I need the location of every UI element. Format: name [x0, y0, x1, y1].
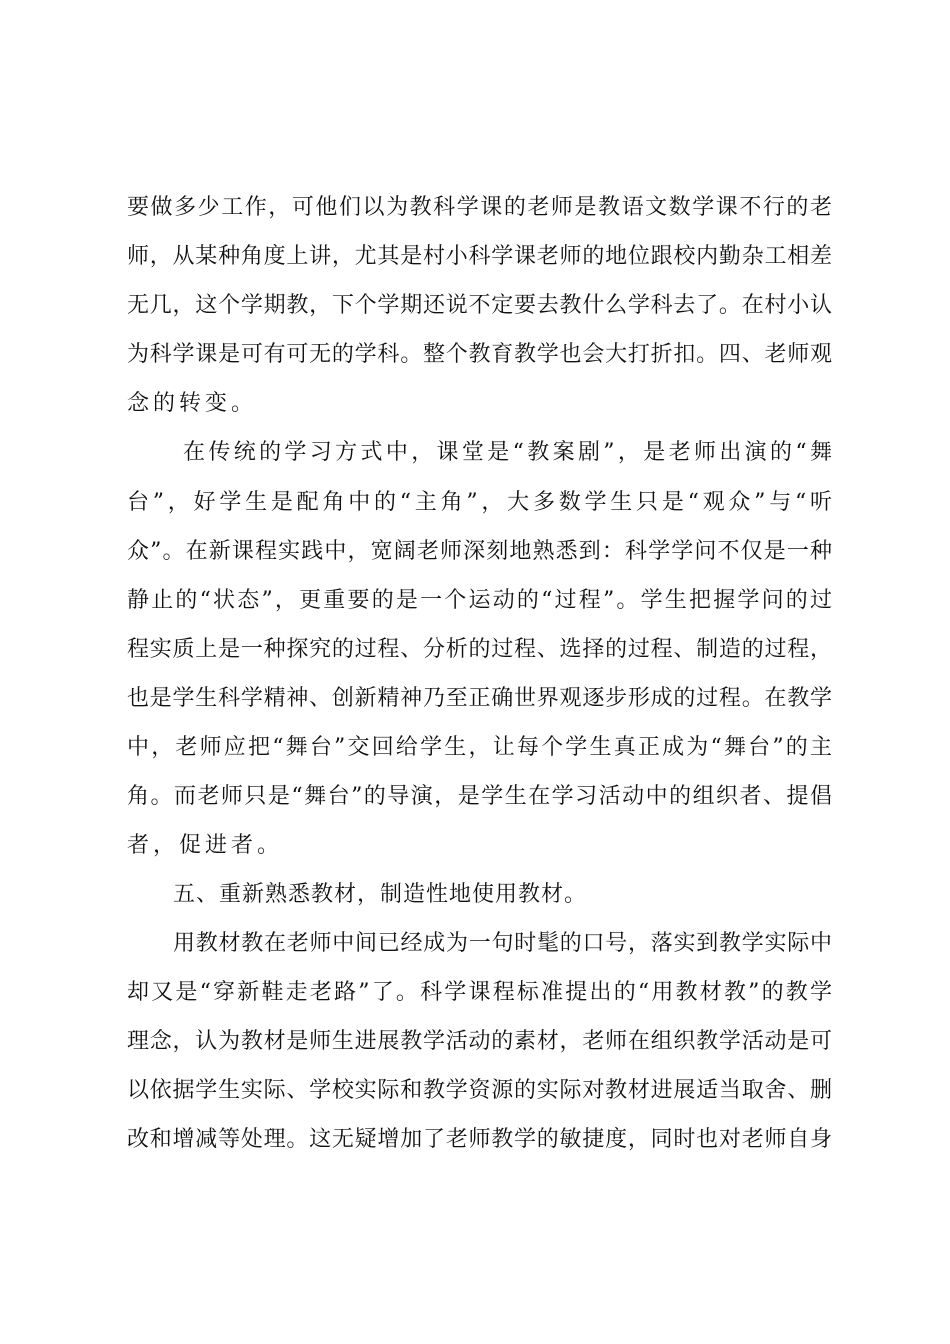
- text-line: 却又是“穿新鞋走老路”了。科学课程标准提出的“用教材教”的教学: [127, 980, 832, 1005]
- text-line: 程实质上是一种探究的过程、分析的过程、选择的过程、制造的过程，: [127, 637, 832, 662]
- text-line: 也是学生科学精神、创新精神乃至正确世界观逐步形成的过程。在教学: [127, 686, 832, 711]
- text-line: 改和增减等处理。这无疑增加了老师教学的敏捷度，同时也对老师自身: [127, 1127, 832, 1152]
- section-heading: 五、重新熟悉教材，制造性地使用教材。: [173, 882, 588, 907]
- text-line: 以依据学生实际、学校实际和教学资源的实际对教材进展适当取舍、删: [127, 1078, 832, 1103]
- text-line: 静止的“状态”，更重要的是一个运动的“过程”。学生把握学问的过: [127, 588, 832, 613]
- text-line: 角。而老师只是“舞台”的导演，是学生在学习活动中的组织者、提倡: [127, 784, 832, 809]
- paragraph-first-line: 在传统的学习方式中，课堂是“教案剧”，是老师出演的“舞: [183, 440, 832, 465]
- text-line: 者，促进者。: [127, 833, 284, 858]
- text-line: 无几，这个学期教，下个学期还说不定要去教什么学科去了。在村小认: [127, 293, 832, 318]
- text-line: 众”。在新课程实践中，宽阔老师深刻地熟悉到：科学学问不仅是一种: [127, 539, 832, 564]
- paragraph-first-line: 用教材教在老师中间已经成为一句时髦的口号，落实到教学实际中: [173, 931, 832, 956]
- text-line: 理念，认为教材是师生进展教学活动的素材，老师在组织教学活动是可: [127, 1029, 832, 1054]
- text-line: 为科学课是可有可无的学科。整个教育教学也会大打折扣。四、老师观: [127, 342, 832, 367]
- text-line: 台”，好学生是配角中的“主角”，大多数学生只是“观众”与“听: [127, 490, 832, 515]
- text-line: 念的转变。: [127, 391, 258, 416]
- text-line: 师，从某种角度上讲，尤其是村小科学课老师的地位跟校内勤杂工相差: [127, 244, 832, 269]
- text-line: 要做多少工作，可他们以为教科学课的老师是教语文数学课不行的老: [127, 195, 832, 220]
- text-line: 中，老师应把“舞台”交回给学生，让每个学生真正成为“舞台”的主: [127, 735, 832, 760]
